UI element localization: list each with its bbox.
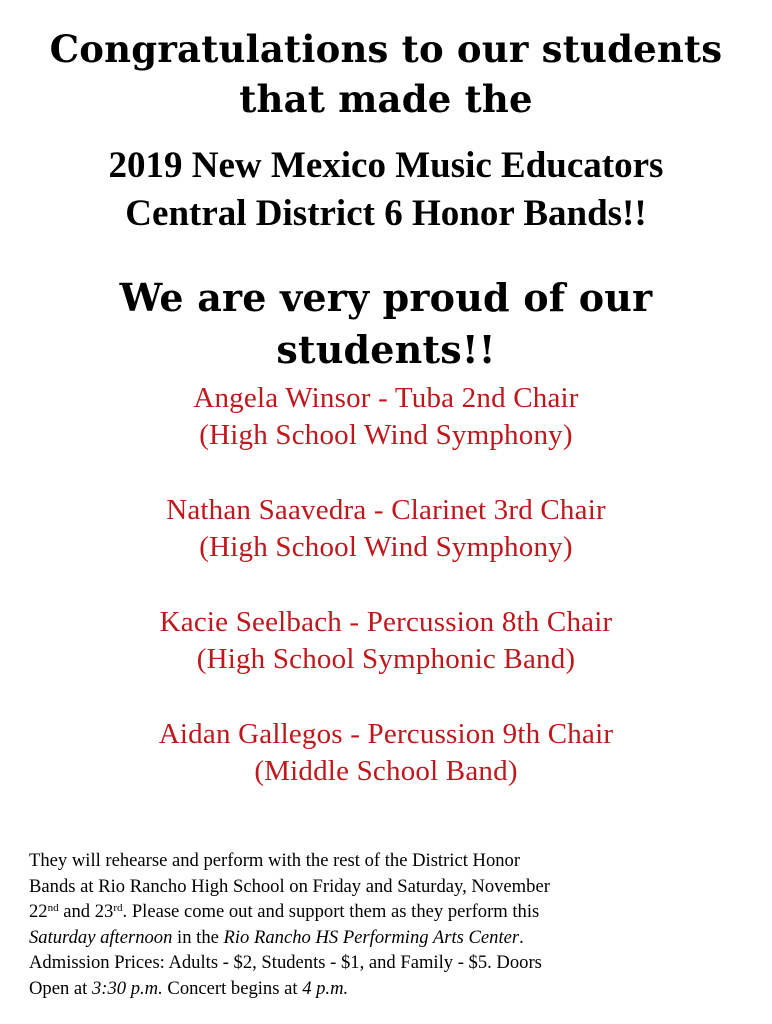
notice-line-2: Bands at Rio Rancho High School on Friday and Saturday, November	[29, 875, 550, 897]
saturday-afternoon-text: Saturday afternoon	[29, 926, 173, 948]
doors-time: 3:30 p.m.	[92, 977, 163, 999]
proud-heading	[0, 272, 772, 376]
congratulations-heading	[0, 24, 772, 124]
student-name-chair: Kacie Seelbach - Percussion 8th Chair	[159, 606, 613, 638]
list-item	[0, 716, 772, 828]
honor-bands-subheading	[0, 142, 772, 238]
date-22: 22	[29, 901, 48, 923]
and-text: and	[58, 901, 95, 923]
notice-line-6	[29, 976, 749, 1002]
notice-line-4	[29, 925, 749, 951]
student-band: (High School Wind Symphony)	[199, 419, 573, 451]
subheading-line-1: 2019 New Mexico Music Educators	[108, 145, 664, 186]
subheading-line-2: Central District 6 Honor Bands!!	[125, 193, 647, 234]
heading-line-2: that made the	[239, 77, 533, 121]
period-text: .	[519, 926, 524, 948]
student-band: (High School Symphonic Band)	[196, 643, 576, 675]
notice-line-1: They will rehearse and perform with the rest of the District Honor	[29, 850, 521, 871]
in-the-text: in the	[172, 926, 224, 948]
list-item	[0, 604, 772, 716]
list-item	[0, 492, 772, 604]
admission-prices-line: Admission Prices: Adults - $2, Students - $1, and Family - $5. Doors	[29, 952, 542, 974]
proud-line-2: students!!	[276, 327, 496, 372]
proud-line-1: We are very proud of our	[119, 275, 653, 320]
open-at-text: Open at	[29, 977, 92, 999]
concert-begins-text: Concert begins at	[162, 977, 303, 999]
venue-text: Rio Rancho HS Performing Arts Center	[223, 926, 520, 948]
student-name-chair: Angela Winsor - Tuba 2nd Chair	[193, 382, 579, 414]
student-name-chair: Nathan Saavedra - Clarinet 3rd Chair	[166, 494, 606, 526]
date-23-suffix: rd	[113, 902, 123, 915]
student-name-chair: Aidan Gallegos - Percussion 9th Chair	[158, 718, 614, 750]
notice-line-3	[29, 899, 749, 925]
notice-line-3-rest: . Please come out and support them as they perform this	[122, 901, 540, 923]
list-item	[0, 380, 772, 492]
student-band: (High School Wind Symphony)	[199, 531, 573, 563]
student-band: (Middle School Band)	[254, 755, 518, 787]
student-list	[0, 380, 772, 828]
heading-line-1: Congratulations to our students	[49, 27, 723, 71]
event-notice	[29, 848, 749, 1002]
date-22-suffix: nd	[47, 902, 59, 915]
concert-time: 4 p.m.	[302, 977, 349, 999]
date-23: 23	[94, 901, 114, 923]
